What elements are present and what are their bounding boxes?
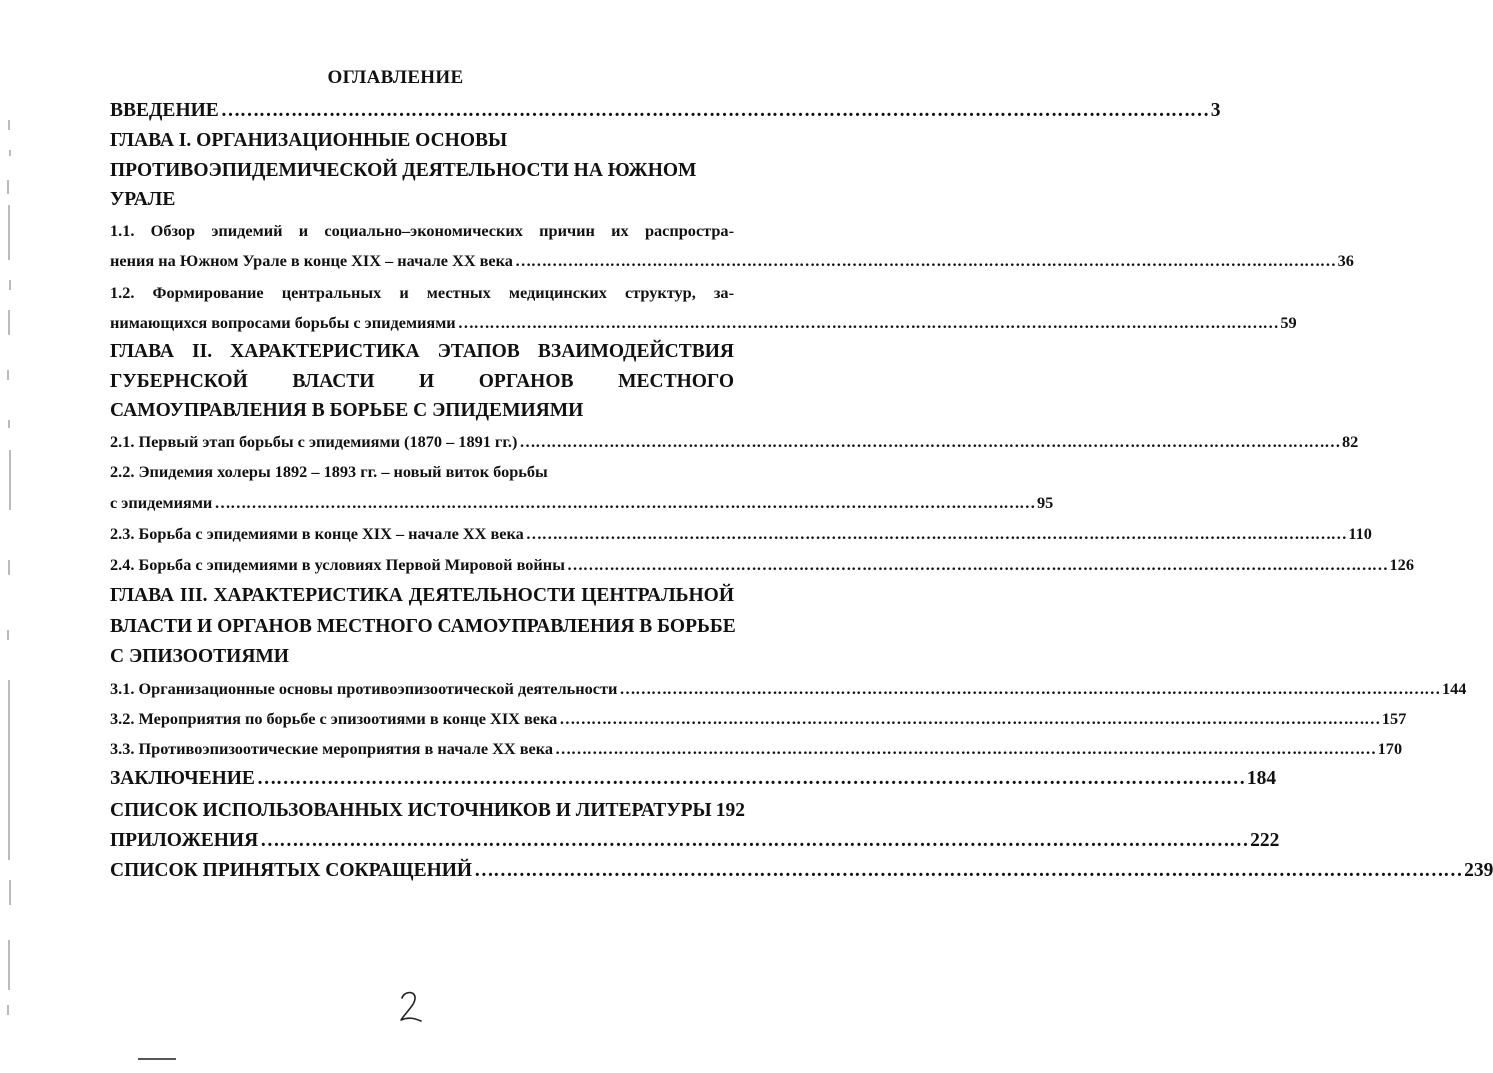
dot-leader bbox=[214, 489, 1035, 517]
toc-entry-label: 2.4. Борьба с эпидемиями в условиях Первой Мировой войны bbox=[110, 555, 565, 574]
toc-page-number: 144 bbox=[1441, 679, 1467, 698]
dot-leader bbox=[458, 309, 1279, 337]
chapter-2-heading-line-2[interactable]: ГУБЕРНСКОЙ ВЛАСТИ И ОРГАНОВ МЕСТНОГО bbox=[110, 371, 734, 392]
dot-leader bbox=[519, 428, 1340, 456]
toc-page-number: 192 bbox=[715, 800, 745, 821]
toc-page-number: 95 bbox=[1036, 493, 1054, 512]
section-2-2-line-1[interactable]: 2.2. Эпидемия холеры 1892 – 1893 гг. – новый виток борьбы bbox=[110, 462, 548, 481]
toc-page-number: 59 bbox=[1280, 313, 1297, 332]
toc-entry-label: нения на Южном Урале в конце XIX – начале XX века bbox=[110, 251, 513, 270]
chapter-1-heading-line-1[interactable]: ГЛАВА I. ОРГАНИЗАЦИОННЫЕ ОСНОВЫ bbox=[110, 130, 508, 151]
toc-page-number: 110 bbox=[1348, 524, 1372, 543]
dot-leader bbox=[619, 675, 1440, 703]
dot-leader bbox=[526, 520, 1347, 548]
toc-entry-label: ЗАКЛЮЧЕНИЕ bbox=[110, 768, 255, 789]
toc-page-number: 36 bbox=[1337, 251, 1354, 270]
toc-entry-section-2-1[interactable] bbox=[110, 428, 1359, 456]
chapter-1-heading-line-3[interactable]: УРАЛЕ bbox=[110, 189, 176, 210]
toc-entry-label: СПИСОК ИСПОЛЬЗОВАННЫХ ИСТОЧНИКОВ И ЛИТЕРАТУРЫ bbox=[110, 800, 712, 821]
toc-entry-section-3-2[interactable] bbox=[110, 705, 1407, 733]
toc-entry-intro[interactable] bbox=[110, 97, 1221, 125]
dot-leader bbox=[260, 827, 1248, 855]
dot-leader bbox=[257, 765, 1245, 793]
toc-entry-label: 3.3. Противоэпизоотические мероприятия в начале XX века bbox=[110, 739, 554, 758]
toc-entry-abbreviations[interactable] bbox=[110, 857, 1493, 885]
section-1-2-line-1[interactable]: 1.2. Формирование центральных и местных медицинских структур, за- bbox=[110, 283, 734, 302]
toc-entry-section-3-1[interactable] bbox=[110, 675, 1467, 703]
toc-entry-label: нимающихся вопросами борьбы с эпидемиями bbox=[110, 313, 456, 332]
toc-entry-label: ВВЕДЕНИЕ bbox=[110, 100, 219, 121]
dot-leader bbox=[221, 97, 1209, 125]
toc-entry-label: 3.1. Организационные основы противоэпизоотической деятельности bbox=[110, 679, 618, 698]
toc-page-number: 3 bbox=[1210, 100, 1221, 121]
chapter-1-heading-line-2[interactable]: ПРОТИВОЭПИДЕМИЧЕСКОЙ ДЕЯТЕЛЬНОСТИ НА ЮЖНОМ bbox=[110, 160, 697, 181]
toc-page-number: 184 bbox=[1246, 768, 1277, 789]
toc-entry-sources[interactable] bbox=[110, 797, 745, 825]
dot-leader bbox=[515, 247, 1336, 275]
dot-leader bbox=[559, 705, 1380, 733]
chapter-3-heading-line-3[interactable]: С ЭПИЗООТИЯМИ bbox=[110, 646, 289, 667]
dot-leader bbox=[474, 857, 1462, 885]
toc-entry-section-1-2[interactable] bbox=[110, 309, 1297, 337]
handwritten-page-number bbox=[396, 988, 424, 1026]
toc-page-number: 157 bbox=[1381, 709, 1407, 728]
toc-entry-label: с эпидемиями bbox=[110, 493, 213, 512]
scan-mark bbox=[138, 1058, 176, 1060]
toc-page-number: 126 bbox=[1389, 555, 1414, 574]
toc-page-number: 170 bbox=[1377, 739, 1403, 758]
chapter-3-heading-line-1[interactable]: ГЛАВА III. ХАРАКТЕРИСТИКА ДЕЯТЕЛЬНОСТИ ЦЕНТРАЛЬНОЙ bbox=[110, 585, 734, 606]
toc-page-number: 239 bbox=[1464, 860, 1493, 881]
toc-entry-label: СПИСОК ПРИНЯТЫХ СОКРАЩЕНИЙ bbox=[110, 860, 473, 881]
toc-page-number: 82 bbox=[1342, 432, 1359, 451]
toc-entry-appendices[interactable] bbox=[110, 827, 1280, 855]
toc-entry-section-3-3[interactable] bbox=[110, 735, 1403, 763]
section-1-1-line-1[interactable]: 1.1. Обзор эпидемий и социально–экономических причин их распростра- bbox=[110, 221, 734, 240]
toc-entry-section-2-3[interactable] bbox=[110, 520, 1372, 548]
toc-entry-label: 2.1. Первый этап борьбы с эпидемиями (1870 – 1891 гг.) bbox=[110, 432, 518, 451]
toc-entry-section-2-4[interactable] bbox=[110, 551, 1414, 579]
toc-page-number: 222 bbox=[1250, 830, 1280, 851]
chapter-2-heading-line-3[interactable]: САМОУПРАВЛЕНИЯ В БОРЬБЕ С ЭПИДЕМИЯМИ bbox=[110, 400, 584, 421]
chapter-3-heading-line-2[interactable]: ВЛАСТИ И ОРГАНОВ МЕСТНОГО САМОУПРАВЛЕНИЯ В БОРЬБЕ bbox=[110, 616, 736, 637]
toc-entry-conclusion[interactable] bbox=[110, 765, 1277, 793]
toc-title: ОГЛАВЛЕНИЕ bbox=[327, 67, 464, 88]
chapter-2-heading-line-1[interactable]: ГЛАВА II. ХАРАКТЕРИСТИКА ЭТАПОВ ВЗАИМОДЕЙСТВИЯ bbox=[110, 341, 734, 362]
toc-entry-section-2-2[interactable] bbox=[110, 489, 1054, 517]
toc-entry-section-1-1[interactable] bbox=[110, 247, 1354, 275]
toc-entry-label: ПРИЛОЖЕНИЯ bbox=[110, 830, 259, 851]
dot-leader bbox=[567, 551, 1388, 579]
toc-entry-label: 2.3. Борьба с эпидемиями в конце XIX – начале XX века bbox=[110, 524, 524, 543]
toc-entry-label: 3.2. Мероприятия по борьбе с эпизоотиями в конце XIX века bbox=[110, 709, 558, 728]
dot-leader bbox=[555, 735, 1376, 763]
scan-margin-noise bbox=[0, 0, 20, 1073]
